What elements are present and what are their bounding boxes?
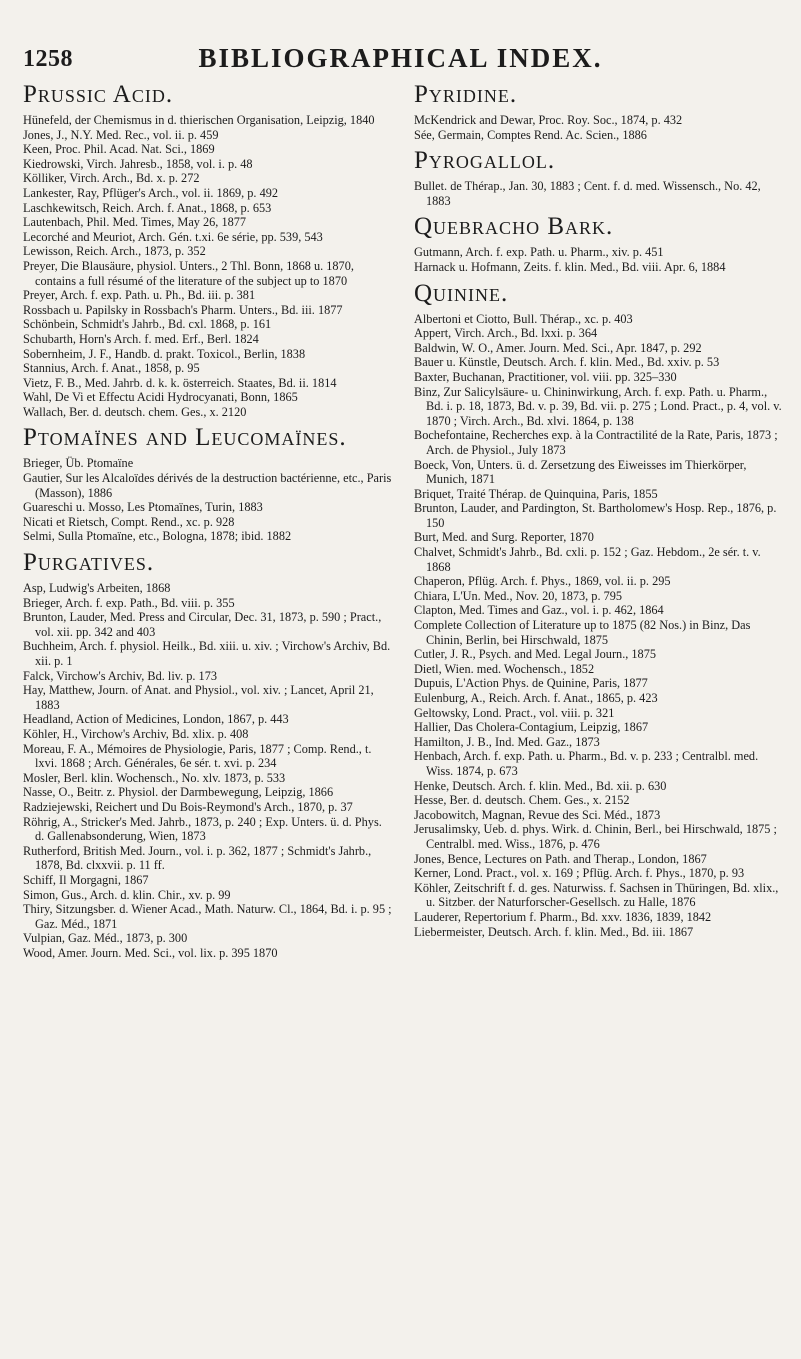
bibliography-entry: Hünefeld, der Chemismus in d. thierischen Organisation, Leipzig, 1840 (23, 113, 375, 127)
index-section (414, 80, 784, 142)
index-section (414, 146, 784, 208)
bibliography-entry: Mosler, Berl. klin. Wochensch., No. xlv. 1873, p. 533 (23, 770, 286, 785)
bibliography-entry: Schönbein, Schmidt's Jahrb., Bd. cxl. 1868, p. 161 (23, 317, 272, 332)
bibliography-entry: Vulpian, Gaz. Méd., 1873, p. 300 (23, 931, 188, 946)
bibliography-entry: Sobernheim, J. F., Handb. d. prakt. Toxicol., Berlin, 1838 (23, 346, 306, 361)
index-section (23, 423, 393, 544)
bibliography-entry: Jacobowitch, Magnan, Revue des Sci. Méd., 1873 (414, 807, 661, 822)
bibliography-entry: Jerusalimsky, Ueb. d. phys. Wirk. d. Chinin, Berl., bei Hirschwald, 1875 ; Centralbl. med. Wiss., 1876, p. 476 (414, 822, 777, 851)
bibliography-entry: Appert, Virch. Arch., Bd. lxxi. p. 364 (414, 326, 598, 341)
bibliography-entry: Falck, Virchow's Archiv, Bd. liv. p. 173 (23, 668, 217, 683)
bibliography-entry: Sée, Germain, Comptes Rend. Ac. Scien., 1886 (414, 127, 647, 142)
bibliography-entry: Headland, Action of Medicines, London, 1867, p. 443 (23, 712, 289, 727)
bibliography-entry: Lankester, Ray, Pflüger's Arch., vol. ii. 1869, p. 492 (23, 185, 279, 200)
bibliography-entry: Hallier, Das Cholera-Contagium, Leipzig, 1867 (414, 720, 649, 735)
bibliography-entry: Brunton, Lauder, and Pardington, St. Bartholomew's Hosp. Rep., 1876, p. 150 (414, 501, 777, 530)
section-heading: Quebracho Bark. (414, 213, 614, 241)
bibliography-entry: Baxter, Buchanan, Practitioner, vol. viii. pp. 325–330 (414, 369, 677, 384)
section-heading: Purgatives. (23, 549, 155, 577)
bibliography-entry: Nicati et Rietsch, Compt. Rend., xc. p. 928 (23, 514, 235, 529)
bibliography-entry: Buchheim, Arch. f. physiol. Heilk., Bd. xiii. u. xiv. ; Virchow's Archiv, Bd. xii. p. 1 (23, 639, 391, 668)
page-header (0, 40, 801, 74)
section-heading: Prussic Acid. (23, 81, 174, 108)
bibliography-entry: Moreau, F. A., Mémoires de Physiologie, Paris, 1877 ; Comp. Rend., t. lxvi. 1868 ; Arch. Générales, 6e sér. t. xvi. p. 234 (23, 741, 372, 771)
index-section (414, 212, 784, 274)
bibliography-entry: Eulenburg, A., Reich. Arch. f. Anat., 1865, p. 423 (414, 691, 658, 705)
bibliography-entry: Wahl, De Vi et Effectu Acidi Hydrocyanati, Bonn, 1865 (23, 390, 298, 405)
section-heading: Pyrogallol. (414, 147, 556, 175)
bibliography-entry: Gautier, Sur les Alcaloïdes dérivés de la destruction bactérienne, etc., Paris (Masson), 1886 (23, 471, 392, 500)
bibliography-entry: Lautenbach, Phil. Med. Times, May 26, 1877 (23, 215, 247, 230)
bibliography-entry: Burt, Med. and Surg. Reporter, 1870 (414, 530, 594, 545)
bibliography-entry: Guareschi u. Mosso, Les Ptomaïnes, Turin, 1883 (23, 500, 263, 515)
bibliography-entry: Wood, Amer. Journ. Med. Sci., vol. lix. p. 395 1870 (23, 945, 278, 960)
bibliography-entry: Köhler, Zeitschrift f. d. ges. Naturwiss. f. Sachsen in Thüringen, Bd. xlix., u. Sitzber. der Naturforscher-Gesellsch. zu Halle, 1876 (414, 880, 779, 910)
bibliography-entry: Röhrig, A., Stricker's Med. Jahrb., 1873, p. 240 ; Exp. Unters. ü. d. Phys. d. Gallenabsonderung, Wien, 1873 (23, 814, 382, 844)
bibliography-entry: Asp, Ludwig's Arbeiten, 1868 (23, 581, 171, 596)
bibliography-entry: Chiara, L'Un. Med., Nov. 20, 1873, p. 795 (414, 588, 623, 603)
bibliography-entry: Henke, Deutsch. Arch. f. klin. Med., Bd. xii. p. 630 (414, 778, 667, 793)
bibliography-entry: Clapton, Med. Times and Gaz., vol. i. p. 462, 1864 (414, 603, 664, 618)
bibliography-entry: Lauderer, Repertorium f. Pharm., Bd. xxv. 1836, 1839, 1842 (414, 909, 712, 924)
index-section (414, 279, 784, 940)
bibliography-entry: Harnack u. Hofmann, Zeits. f. klin. Med., Bd. viii. Apr. 6, 1884 (414, 259, 726, 274)
bibliography-entry: McKendrick and Dewar, Proc. Roy. Soc., 1874, p. 432 (414, 113, 683, 127)
bibliography-entry: Brieger, Arch. f. exp. Path., Bd. viii. p. 355 (23, 595, 235, 610)
bibliography-entry: Bullet. de Thérap., Jan. 30, 1883 ; Cent. f. d. med. Wissensch., No. 42, 1883 (414, 179, 761, 208)
bibliography-entry: Stannius, Arch. f. Anat., 1858, p. 95 (23, 361, 200, 376)
bibliography-entry: Binz, Zur Salicylsäure- u. Chininwirkung, Arch. f. exp. Path. u. Pharm., Bd. i. p. 18, 1873, Bd. v. p. 39, Bd. vii. p. 275 ; Lond. Pract., p. 4, vol. v. 1870 ; Virch. Arch., Bd. xlvi. 1864, p. 138 (414, 384, 782, 428)
bibliography-entry: Simon, Gus., Arch. d. klin. Chir., xv. p. 99 (23, 887, 231, 902)
bibliography-entry: Nasse, O., Beitr. z. Physiol. der Darmbewegung, Leipzig, 1866 (23, 785, 334, 800)
bibliography-entry: Selmi, Sulla Ptomaïne, etc., Bologna, 1878; ibid. 1882 (23, 529, 292, 544)
page-number: 1258 (23, 46, 73, 72)
bibliography-entry: Complete Collection of Literature up to 1875 (82 Nos.) in Binz, Das Chinin, Berlin, bei Hirschwald, 1875 (414, 618, 751, 647)
bibliography-entry: Gutmann, Arch. f. exp. Path. u. Pharm., xiv. p. 451 (414, 245, 664, 260)
section-heading: Pyridine. (414, 81, 518, 108)
bibliography-entry: Brieger, Üb. Ptomaïne (23, 456, 134, 471)
bibliography-entry: Baldwin, W. O., Amer. Journ. Med. Sci., Apr. 1847, p. 292 (414, 340, 702, 355)
bibliography-entry: Briquet, Traité Thérap. de Quinquina, Paris, 1855 (414, 486, 658, 501)
bibliography-entry: Dupuis, L'Action Phys. de Quinine, Paris, 1877 (414, 676, 648, 691)
bibliography-entry: Hay, Matthew, Journ. of Anat. and Physiol., vol. xiv. ; Lancet, April 21, 1883 (23, 683, 374, 712)
bibliography-entry: Kölliker, Virch. Arch., Bd. x. p. 272 (23, 171, 200, 186)
bibliography-entry: Schubarth, Horn's Arch. f. med. Erf., Berl. 1824 (23, 331, 259, 346)
bibliography-entry: Vietz, F. B., Med. Jahrb. d. k. k. österreich. Staates, Bd. ii. 1814 (23, 375, 337, 390)
bibliography-entry: Lecorché and Meuriot, Arch. Gén. t.xi. 6e série, pp. 539, 543 (23, 229, 323, 244)
bibliography-entry: Dietl, Wien. med. Wochensch., 1852 (414, 661, 595, 676)
bibliography-entry: Thiry, Sitzungsber. d. Wiener Acad., Math. Naturw. Cl., 1864, Bd. i. p. 95 ; Gaz. Méd., 1871 (23, 902, 392, 931)
left-column (23, 80, 393, 1355)
section-heading: Ptomaïnes and Leucomaïnes. (23, 424, 347, 452)
bibliography-entry: Schiff, Il Morgagni, 1867 (23, 872, 149, 887)
bibliography-entry: Preyer, Die Blausäure, physiol. Unters., 2 Thl. Bonn, 1868 u. 1870, contains a full résumé of the literature of the subject up to 1870 (23, 258, 354, 288)
bibliography-entry: Radziejewski, Reichert und Du Bois-Reymond's Arch., 1870, p. 37 (23, 799, 353, 814)
bibliography-entry: Wallach, Ber. d. deutsch. chem. Ges., x. 2120 (23, 404, 247, 419)
bibliography-entry: Rutherford, British Med. Journ., vol. i. p. 362, 1877 ; Schmidt's Jahrb., 1878, Bd. clxxvii. p. 11 ff. (23, 843, 372, 873)
bibliography-entry: Albertoni et Ciotto, Bull. Thérap., xc. p. 403 (414, 311, 633, 326)
bibliography-entry: Laschkewitsch, Reich. Arch. f. Anat., 1868, p. 653 (23, 200, 272, 215)
bibliography-entry: Liebermeister, Deutsch. Arch. f. klin. Med., Bd. iii. 1867 (414, 924, 694, 939)
bibliography-entry: Boeck, Von, Unters. ü. d. Zersetzung des Eiweisses im Thierkörper, Munich, 1871 (414, 457, 747, 487)
bibliography-entry: Hamilton, J. B., Ind. Med. Gaz., 1873 (414, 734, 600, 749)
bibliography-entry: Keen, Proc. Phil. Acad. Nat. Sci., 1869 (23, 142, 215, 157)
bibliography-entry: Cutler, J. R., Psych. and Med. Legal Journ., 1875 (414, 647, 657, 662)
bibliography-entry: Bochefontaine, Recherches exp. à la Contractilité de la Rate, Paris, 1873 ; Arch. de Physiol., July 1873 (414, 428, 778, 457)
section-heading: Quinine. (414, 279, 509, 307)
bibliography-entry: Chaperon, Pflüg. Arch. f. Phys., 1869, vol. ii. p. 295 (414, 574, 671, 589)
running-title: BIBLIOGRAPHICAL INDEX. (198, 43, 603, 73)
bibliography-entry: Preyer, Arch. f. exp. Path. u. Ph., Bd. iii. p. 381 (23, 288, 256, 303)
bibliography-entry: Henbach, Arch. f. exp. Path. u. Pharm., Bd. v. p. 233 ; Centralbl. med. Wiss. 1874, p. 673 (414, 749, 759, 778)
bibliography-entry: Kerner, Lond. Pract., vol. x. 169 ; Pflüg. Arch. f. Phys., 1870, p. 93 (414, 866, 745, 881)
bibliography-entry: Hesse, Ber. d. deutsch. Chem. Ges., x. 2152 (414, 793, 630, 808)
bibliography-entry: Chalvet, Schmidt's Jahrb., Bd. cxli. p. 152 ; Gaz. Hebdom., 2e sér. t. v. 1868 (414, 545, 761, 574)
bibliography-entry: Köhler, H., Virchow's Archiv, Bd. xlix. p. 408 (23, 726, 249, 741)
right-column (414, 80, 784, 1355)
bibliography-entry: Jones, Bence, Lectures on Path. and Therap., London, 1867 (414, 851, 707, 866)
index-section (23, 80, 393, 419)
bibliography-entry: Bauer u. Künstle, Deutsch. Arch. f. klin. Med., Bd. xxiv. p. 53 (414, 355, 720, 370)
index-section (23, 548, 393, 960)
bibliography-entry: Kiedrowski, Virch. Jahresb., 1858, vol. i. p. 48 (23, 156, 253, 171)
bibliography-entry: Geltowsky, Lond. Pract., vol. viii. p. 321 (414, 705, 615, 720)
bibliography-entry: Jones, J., N.Y. Med. Rec., vol. ii. p. 459 (23, 127, 219, 142)
bibliography-entry: Brunton, Lauder, Med. Press and Circular, Dec. 31, 1873, p. 590 ; Pract., vol. xii. pp. 342 and 403 (23, 610, 382, 639)
bibliography-entry: Rossbach u. Papilsky in Rossbach's Pharm. Unters., Bd. iii. 1877 (23, 302, 343, 317)
bibliography-entry: Lewisson, Reich. Arch., 1873, p. 352 (23, 244, 206, 259)
